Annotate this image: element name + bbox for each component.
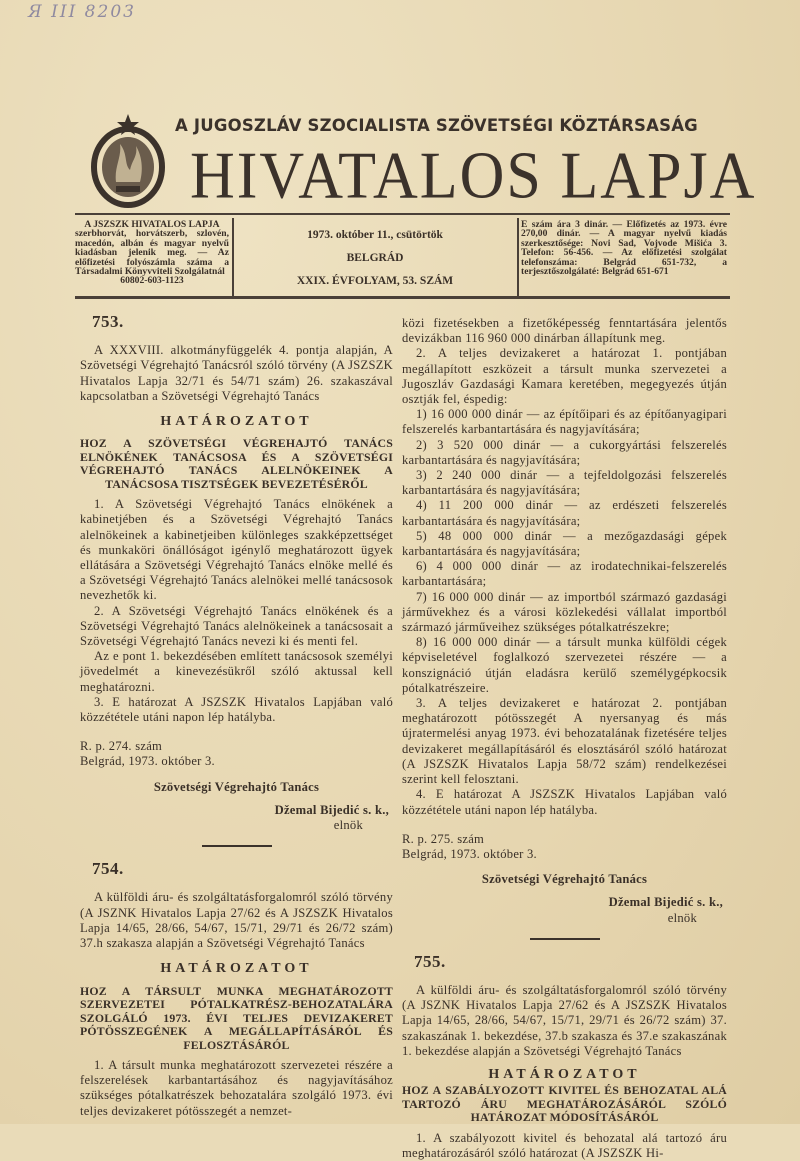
divider [75,213,730,215]
paragraph: 1. A társult munka meghatározott szervezetei részére a felszerelések karbantartásához és nagyjavításához szükséges pótalkatrészek behozatalára szolgáló 1973. évi teljes devizakeret pótösszegét a nemzet- [80,1058,393,1118]
item-number: 753. [92,312,124,331]
decision-subject: HOZ A SZABÁLYOZOTT KIVITEL ÉS BEHOZATAL ALÁ TARTOZÓ ÁRU MEGHATÁROZÁSÁRÓL SZÓLÓ HATÁROZAT MÓDOSÍTÁSÁRÓL [402,1083,727,1125]
item-number: 754. [92,859,124,879]
left-column [80,314,393,1119]
preamble: A XXXVIII. alkotmányfüggelék 4. pontja alapján, A Szövetségi Végrehajtó Tanácsról szóló törvény (A JSZSZK Hivatalos Lapja 32/71 és 54/71 szám) 26. szakaszával kapcsolatban a Szövetségi Végrehajtó Tanács [80,343,393,403]
masthead-subtitle: A JUGOSZLÁV SZOCIALISTA SZÖVETSÉGI KÖZTÁRSASÁG [175,116,698,135]
list-item: 6) 4 000 000 dinár — az irodatechnikai-felszerelés karbantartására; [402,559,727,589]
item-number: 755. [414,951,446,971]
reference-number: R. p. 274. szám [80,739,163,754]
paragraph: 3. E határozat A JSZSZK Hivatalos Lapjában való közzététele utáni napon lép hatályba. [80,694,393,725]
signatory: Džemal Bijedić s. k., [274,802,389,817]
decision-heading: HATÁROZATOT [160,414,313,430]
paragraph: Az e pont 1. bekezdésében említett tanácsosok személyi jövedelmét a kinevezésükről szóló aktussal kell meghatározni. [80,649,393,694]
decision-heading: HATÁROZATOT [160,961,313,977]
issuing-body: Szövetségi Végrehajtó Tanács [153,779,320,794]
divider [517,218,519,296]
section-separator [530,938,600,940]
paragraph: 1. A Szövetségi Végrehajtó Tanács elnökének a kabinetjében és a Szövetségi Végrehajtó Tanács alelnökeinek a kabinetjeiben különleges szakképzettséget és munkaköri önállóságot igénylő meghatározott ügyek ellátására a Szövetségi Végrehajtó Tanács elnöke mellé és a Szövetségi Végrehajtó Tanács alelnökei mellé tanácsosok nevezhetők ki. [80,497,393,603]
paragraph: közi fizetésekben a fizetőképesség fenntartására jelentős devizákban 116 960 000 dinárban állapítunk meg. [402,316,727,346]
handwritten-note: Я III 8203 [28,2,136,22]
signatory: Džemal Bijedić s. k., [608,895,723,910]
paragraph: 4. E határozat A JSZSZK Hivatalos Lapjában való közzététele utáni napon lép hatályba. [402,787,727,817]
reference-date: Belgrád, 1973. október 3. [80,754,215,769]
coat-of-arms-icon [86,112,170,208]
list-item: 8) 16 000 000 dinár — a társult munka külföldi cégek képviseletével foglalkozó szervezetei részére — a konszignáció útján eladásra kerülő személygépkocsik pótalkatrészeire. [402,635,727,695]
list-item: 7) 16 000 000 dinár — az importból származó gazdasági járművekhez és a városi közlekedési vállalat importból származó járműveihez szükséges pótalkatrészekre; [402,589,727,635]
issue-place: BELGRÁD [346,252,404,264]
divider [75,296,730,299]
reference-date: Belgrád, 1973. október 3. [402,846,537,861]
divider [232,218,234,296]
paragraph: 3. A teljes devizakeret e határozat 2. pontjában meghatározott pótösszegét A nyersanyag és más újratermelési anyag 1973. évi behozatalának fizetésére teljes devizakeret megállapításáról és elosztásáról szóló határozat (A JSZSZK Hivatalos Lapja 58/72 szám) rendelkezései szerint kell felosztani. [402,696,727,787]
signatory-role: elnök [333,818,363,833]
section-separator [202,845,272,847]
decision-heading: HATÁROZATOT [488,1066,641,1082]
list-item: 2) 3 520 000 dinár — a cukorgyártási felszerelés karbantartására és nagyjavítására; [402,437,727,467]
issue-volume: XXIX. ÉVFOLYAM, 53. SZÁM [296,275,454,287]
list-item: 4) 11 200 000 dinár — az erdészeti felszerelés karbantartására és nagyjavítására; [402,498,727,528]
reference-number: R. p. 275. szám [402,831,485,846]
info-pricing: E szám ára 3 dinár. — Előfizetés az 1973. évre 270,00 dinár. — A magyar nyelvű kiadás szerkesztősége: Novi Sad, Vojvode Mišića 3. Telefon: 56-456. — Az előfizetési szolgálat telefonszáma: Belgrád 651-732, a terjesztőszolgálaté: Belgrád 651-671 [521,219,727,278]
list-item: 5) 48 000 000 dinár — a mezőgazdasági gépek karbantartására és nagyjavítására; [402,528,727,559]
masthead-title: HIVATALOS LAPJA [190,139,757,213]
list-item: 1) 16 000 000 dinár — az építőipari és az építőanyagipari felszerelés karbantartására és nagyjavítására; [402,407,727,437]
signatory-role: elnök [667,910,697,925]
issue-date: 1973. október 11., csütörtök [307,229,443,241]
paragraph: 1. A szabályozott kivitel és behozatal alá tartozó áru meghatározásáról szóló határozat (A JSZSZK Hi- [402,1130,727,1160]
issuing-body: Szövetségi Végrehajtó Tanács [481,872,648,887]
preamble: A külföldi áru- és szolgáltatásforgalomról szóló törvény (A JSZNK Hivatalos Lapja 27/62 és A JSZSZK Hivatalos Lapja 14/65, 28/66, 54/67, 15/71, 29/71 és 26/72 szám) 37.h szakasza alapján a Szövetségi Végrehajtó Tanács [80,890,393,951]
decision-subject: HOZ A SZÖVETSÉGI VÉGREHAJTÓ TANÁCS ELNÖKÉNEK TANÁCSOSA ÉS A SZÖVETSÉGI VÉGREHAJTÓ TANÁCS ALELNÖKEINEK A TANÁCSOSA TISZTSÉGEK BEVEZETÉSÉRŐL [80,436,393,491]
info-box [75,218,730,296]
info-publication [75,220,229,286]
paragraph: 2. A teljes devizakeret a határozat 1. pontjában megállapított eszközeit a társult munka szervezetei a Jugoszláv Gazdasági Kamara keretében, megegyezés útján osztják fel, éspedig: [402,346,727,407]
info-account: 60802-603-1123 [120,275,184,287]
info-issue [235,220,515,287]
info-languages: szerbhorvát, horvátszerb, szlovén, macedón, albán és magyar nyelvű kiadásban jelenik meg. — Az előfizetési folyószámla száma a Társadalmi Könyvviteli Szolgálatnál [75,228,229,278]
preamble: A külföldi áru- és szolgáltatásforgalomról szóló törvény (A JSZNK Hivatalos Lapja 27/62 és A JSZSZK Hivatalos Lapja 14/65, 28/66, 54/67, 15/71, 29/71 és 26/72 szám) 37. szakaszának 1. bekezdése, 37.b szakasza és 37.e szakaszának 1. bekezdése alapján a Szövetségi Végrehajtó Tanács [402,982,727,1058]
decision-subject: HOZ A TÁRSULT MUNKA MEGHATÁROZOTT SZERVEZETEI PÓTALKATRÉSZ-BEHOZATALÁRA SZOLGÁLÓ 1973. ÉVI TELJES DEVIZAKERET PÓTÖSSZEGÉNEK A MEGÁLLAPÍTÁSÁRÓL ÉS FELOSZTÁSÁRÓL [80,983,393,1052]
list-item: 3) 2 240 000 dinár — a tejfeldolgozási felszerelés karbantartására és nagyjavítására; [402,468,727,498]
right-column [402,316,727,1161]
paragraph: 2. A Szövetségi Végrehajtó Tanács elnökének és a Szövetségi Végrehajtó Tanács alelnökeinek a tanácsosait a Szövetségi Végrehajtó Tanács nevezi ki és menti fel. [80,603,393,649]
info-heading: A JSZSZK HIVATALOS LAPJA [84,219,220,230]
